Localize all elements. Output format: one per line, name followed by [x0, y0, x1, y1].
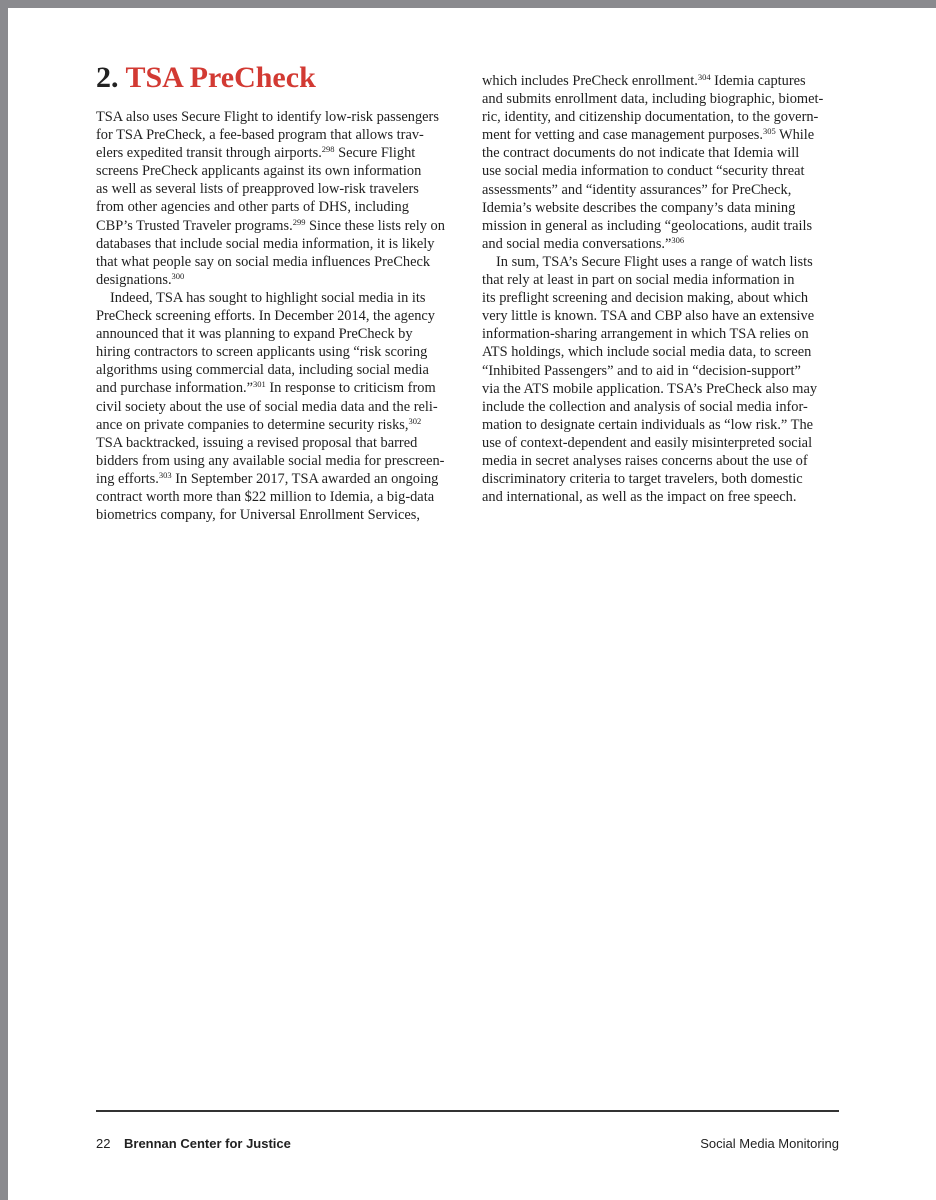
footnote-marker[interactable]: 300 [171, 270, 185, 281]
footnote-marker[interactable]: 305 [762, 126, 776, 137]
footnote-marker[interactable]: 302 [408, 415, 422, 426]
paragraph [482, 253, 840, 506]
report-title: Social Media Monitoring [700, 1136, 839, 1151]
text-run: TSA also uses Secure Flight to identify low-risk passengers for TSA PreCheck, a fee-based program that allows trav- elers expedited transit through airports. [96, 109, 439, 162]
text-run: Idemia captures and submits enrollment data, including biographic, biomet- ric, identity, and citizenship documentation, to the govern- ment for vetting and case management purposes. [482, 73, 824, 144]
text-run: In response to criticism from civil society about the use of social media data and the reli- ance on private companies to determine security risks, [96, 380, 438, 433]
text-run: In September 2017, TSA awarded an ongoing contract worth more than $22 million to Idemia, a big-data biometrics company, for Universal Enrollment Services, [96, 470, 439, 524]
footnote-marker[interactable]: 306 [671, 234, 685, 245]
document-page [8, 8, 936, 1200]
section-heading [96, 60, 316, 96]
paragraph [482, 72, 840, 253]
page-footer [96, 1136, 839, 1156]
footnote-marker[interactable]: 299 [292, 216, 306, 227]
paragraph [96, 289, 454, 524]
text-run: While the contract documents do not indicate that Idemia will use social media information to conduct “security threat assessments” and “identity assurances” for PreCheck, Idemia’s website describes the company’s data mining mission in general as including “geolocations, audit trails and social media conversations.” [482, 127, 815, 252]
section-number: 2. [96, 61, 119, 94]
footnote-marker[interactable]: 304 [697, 72, 711, 82]
footnote-marker[interactable]: 303 [158, 469, 172, 480]
footnote-marker[interactable]: 298 [321, 144, 335, 155]
text-run: TSA backtracked, issuing a revised proposal that barred bidders from using any available social media for prescreen- ing efforts. [96, 434, 445, 487]
right-column [482, 72, 840, 506]
text-run: Since these lists rely on databases that include social media information, it is likely that what people say on social media influences PreCheck designations. [96, 217, 445, 288]
text-run: Indeed, TSA has sought to highlight social media in its PreCheck screening efforts. In December 2014, the agency announced that it was planning to expand PreCheck by hiring contractors to screen applicants using “risk scoring algorithms using commercial data, including social media and purchase information.” [96, 289, 435, 397]
section-title: TSA PreCheck [125, 61, 316, 94]
left-column [96, 108, 454, 524]
text-run: In sum, TSA’s Secure Flight uses a range of watch lists that rely at least in part on social media information in its preflight screening and decision making, about which very little is known. TSA and CBP also have an extensive information-sharing arrangement in which TSA relies on ATS holdings, which include social media data, to screen “Inhibited Passengers” and to aid in “decision-support” via the ATS mobile application. TSA’s PreCheck also may include the collection and analysis of social media infor- mation to designate certain individuals as “low risk.” The use of context-dependent and easily misinterpreted social media in secret analyses raises concerns about the use of discriminatory criteria to target travelers, both domestic and international, as well as the impact on free speech. [482, 253, 818, 506]
footnote-marker[interactable]: 301 [253, 379, 266, 390]
text-run: Secure Flight screens PreCheck applicants against its own information as well as several lists of preapproved low-risk travelers from other agencies and other parts of DHS, including CBP’s Trusted Traveler programs. [96, 145, 422, 234]
page-number: 22 [96, 1136, 111, 1151]
paragraph [96, 108, 454, 289]
text-run: which includes PreCheck enrollment. [482, 73, 698, 89]
footer-divider [96, 1110, 839, 1112]
organization-name: Brennan Center for Justice [124, 1136, 291, 1151]
